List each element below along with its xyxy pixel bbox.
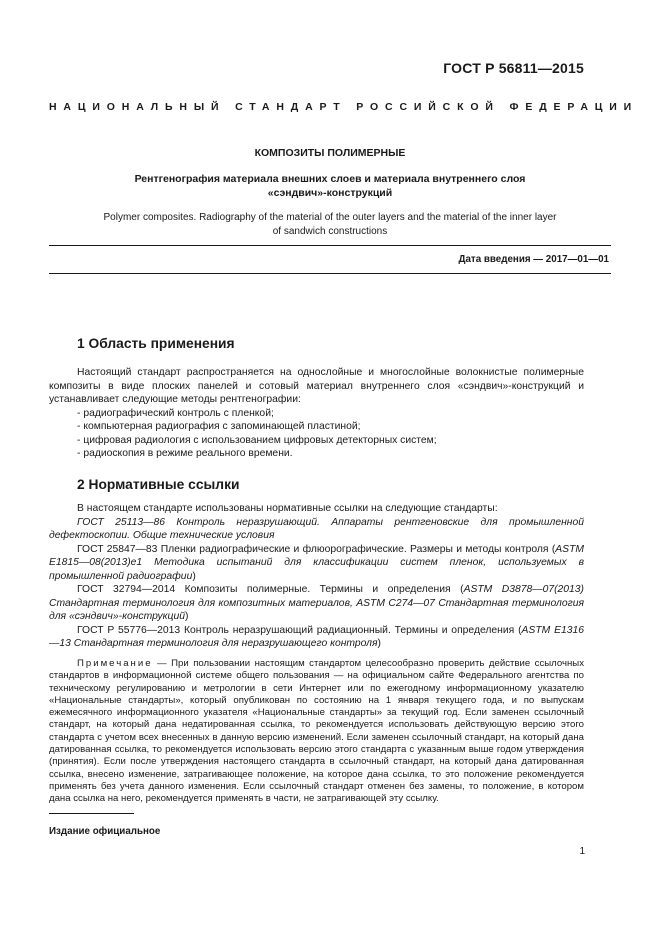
- section-1-paragraph: Настоящий стандарт распространяется на однослойные и многослойные волокнистые полимерные композиты в виде плоских панелей и сотовый материал внутреннего слоя «сэндвич»-конструкций и устанавливает следующие методы рентгенографии:: [49, 367, 584, 406]
- list-item: - радиографический контроль с пленкой;: [77, 407, 274, 419]
- divider-top: [49, 245, 611, 246]
- subtitle-line-1: Рентгенография материала внешних слоев и материала внутреннего слоя: [134, 173, 526, 185]
- document-title: КОМПОЗИТЫ ПОЛИМЕРНЫЕ: [254, 147, 406, 159]
- reference-italic: ASTM E1316—13 Стандартная терминология для неразрушающего контроля: [49, 624, 584, 650]
- english-title-line-1: Polymer composites. Radiography of the material of the outer layers and the material of the inner layer: [103, 212, 557, 223]
- reference-italic: ASTM D3878—07(2013) Стандартная терминология для композитных материалов, ASTM C274—07 Стандартная терминология для «сэндвич»-конструкций: [49, 584, 584, 623]
- reference-text: ГОСТ Р 55776—2013 Контроль неразрушающий радиационный. Термины и определения (: [77, 624, 522, 636]
- reference-gost-55776: [49, 624, 584, 651]
- gost-number: ГОСТ Р 56811—2015: [443, 60, 584, 76]
- list-item: - компьютерная радиография с запоминающей пластиной;: [77, 421, 361, 433]
- methods-list: [49, 407, 584, 461]
- official-edition: Издание официальное: [49, 826, 161, 837]
- references-intro: В настоящем стандарте использованы нормативные ссылки на следующие стандарты:: [77, 503, 498, 514]
- page-number: 1: [579, 846, 585, 857]
- reference-end: ): [184, 611, 189, 623]
- reference-italic: ASTM E1815—08(2013)e1 Методика испытаний для классификации систем пленок, используемых в промышленной радиографии: [49, 543, 584, 582]
- reference-text: ГОСТ 25847—83 Пленки радиографические и флюорографические. Размеры и методы контроля (: [77, 543, 556, 555]
- english-title-line-2: of sandwich constructions: [272, 225, 388, 237]
- reference-gost-25113: ГОСТ 25113—86 Контроль неразрушающий. Аппараты рентгеновские для промышленной дефектоскопии. Общие технические условия: [49, 516, 584, 542]
- list-item: - цифровая радиология с использованием цифровых детекторных систем;: [77, 434, 437, 446]
- national-standard-heading: НАЦИОНАЛЬНЫЙ СТАНДАРТ РОССИЙСКОЙ ФЕДЕРАЦИИ: [49, 101, 639, 113]
- reference-end: ): [192, 570, 196, 582]
- reference-gost-32794: [49, 583, 584, 624]
- note: [49, 658, 584, 806]
- introduction-date: Дата введения — 2017—01—01: [458, 254, 609, 265]
- divider-date: [49, 273, 611, 274]
- reference-gost-25847: [49, 543, 584, 584]
- section-2-body: [49, 502, 584, 651]
- note-label: Примечание: [77, 658, 153, 669]
- list-item: - радиоскопия в режиме реального времени.: [77, 448, 293, 460]
- section-1-body: [49, 366, 584, 461]
- section-1-heading: 1 Область применения: [77, 336, 235, 351]
- note-text: — При пользовании настоящим стандартом целесообразно проверить действие ссылочных стандартов в информационной системе общего пользования — на официальном сайте Федерального агентства по техническому регулированию и метрологии в сети Интернет или по ежегодному информационному указателю «Национальные стандарты», который опубликован по состоянию на 1 января текущего года, и по выпускам ежемесячного информационного указателя «Национальные стандарты» за текущий год. Если заменен ссылочный стандарт, на который дана недатированная ссылка, то рекомендуется использовать действующую версию этого стандарта с учетом всех внесенных в данную версию изменений. Если заменен ссылочный стандарт, на который дана датированная ссылка, то рекомендуется использовать версию этого стандарта с указанным выше годом утверждения (принятия). Если после утверждения настоящего стандарта в ссылочный стандарт, на который дана датированная ссылка, внесено изменение, затрагивающее положение, на которое дана ссылка, то это положение рекомендуется применять без учета данного изменения. Если ссылочный стандарт отменен без замены, то положение, в котором дана ссылка на него, рекомендуется применять в части, не затрагивающей эту ссылку.: [49, 658, 584, 805]
- subtitle-line-2: «сэндвич»-конструкций: [267, 187, 393, 199]
- reference-end: ): [377, 638, 381, 650]
- reference-text: ГОСТ 32794—2014 Композиты полимерные. Термины и определения (: [77, 584, 464, 596]
- section-2-heading: 2 Нормативные ссылки: [77, 477, 240, 492]
- english-title: [60, 211, 600, 238]
- document-subtitle: [60, 172, 600, 200]
- divider-footer: [49, 813, 134, 814]
